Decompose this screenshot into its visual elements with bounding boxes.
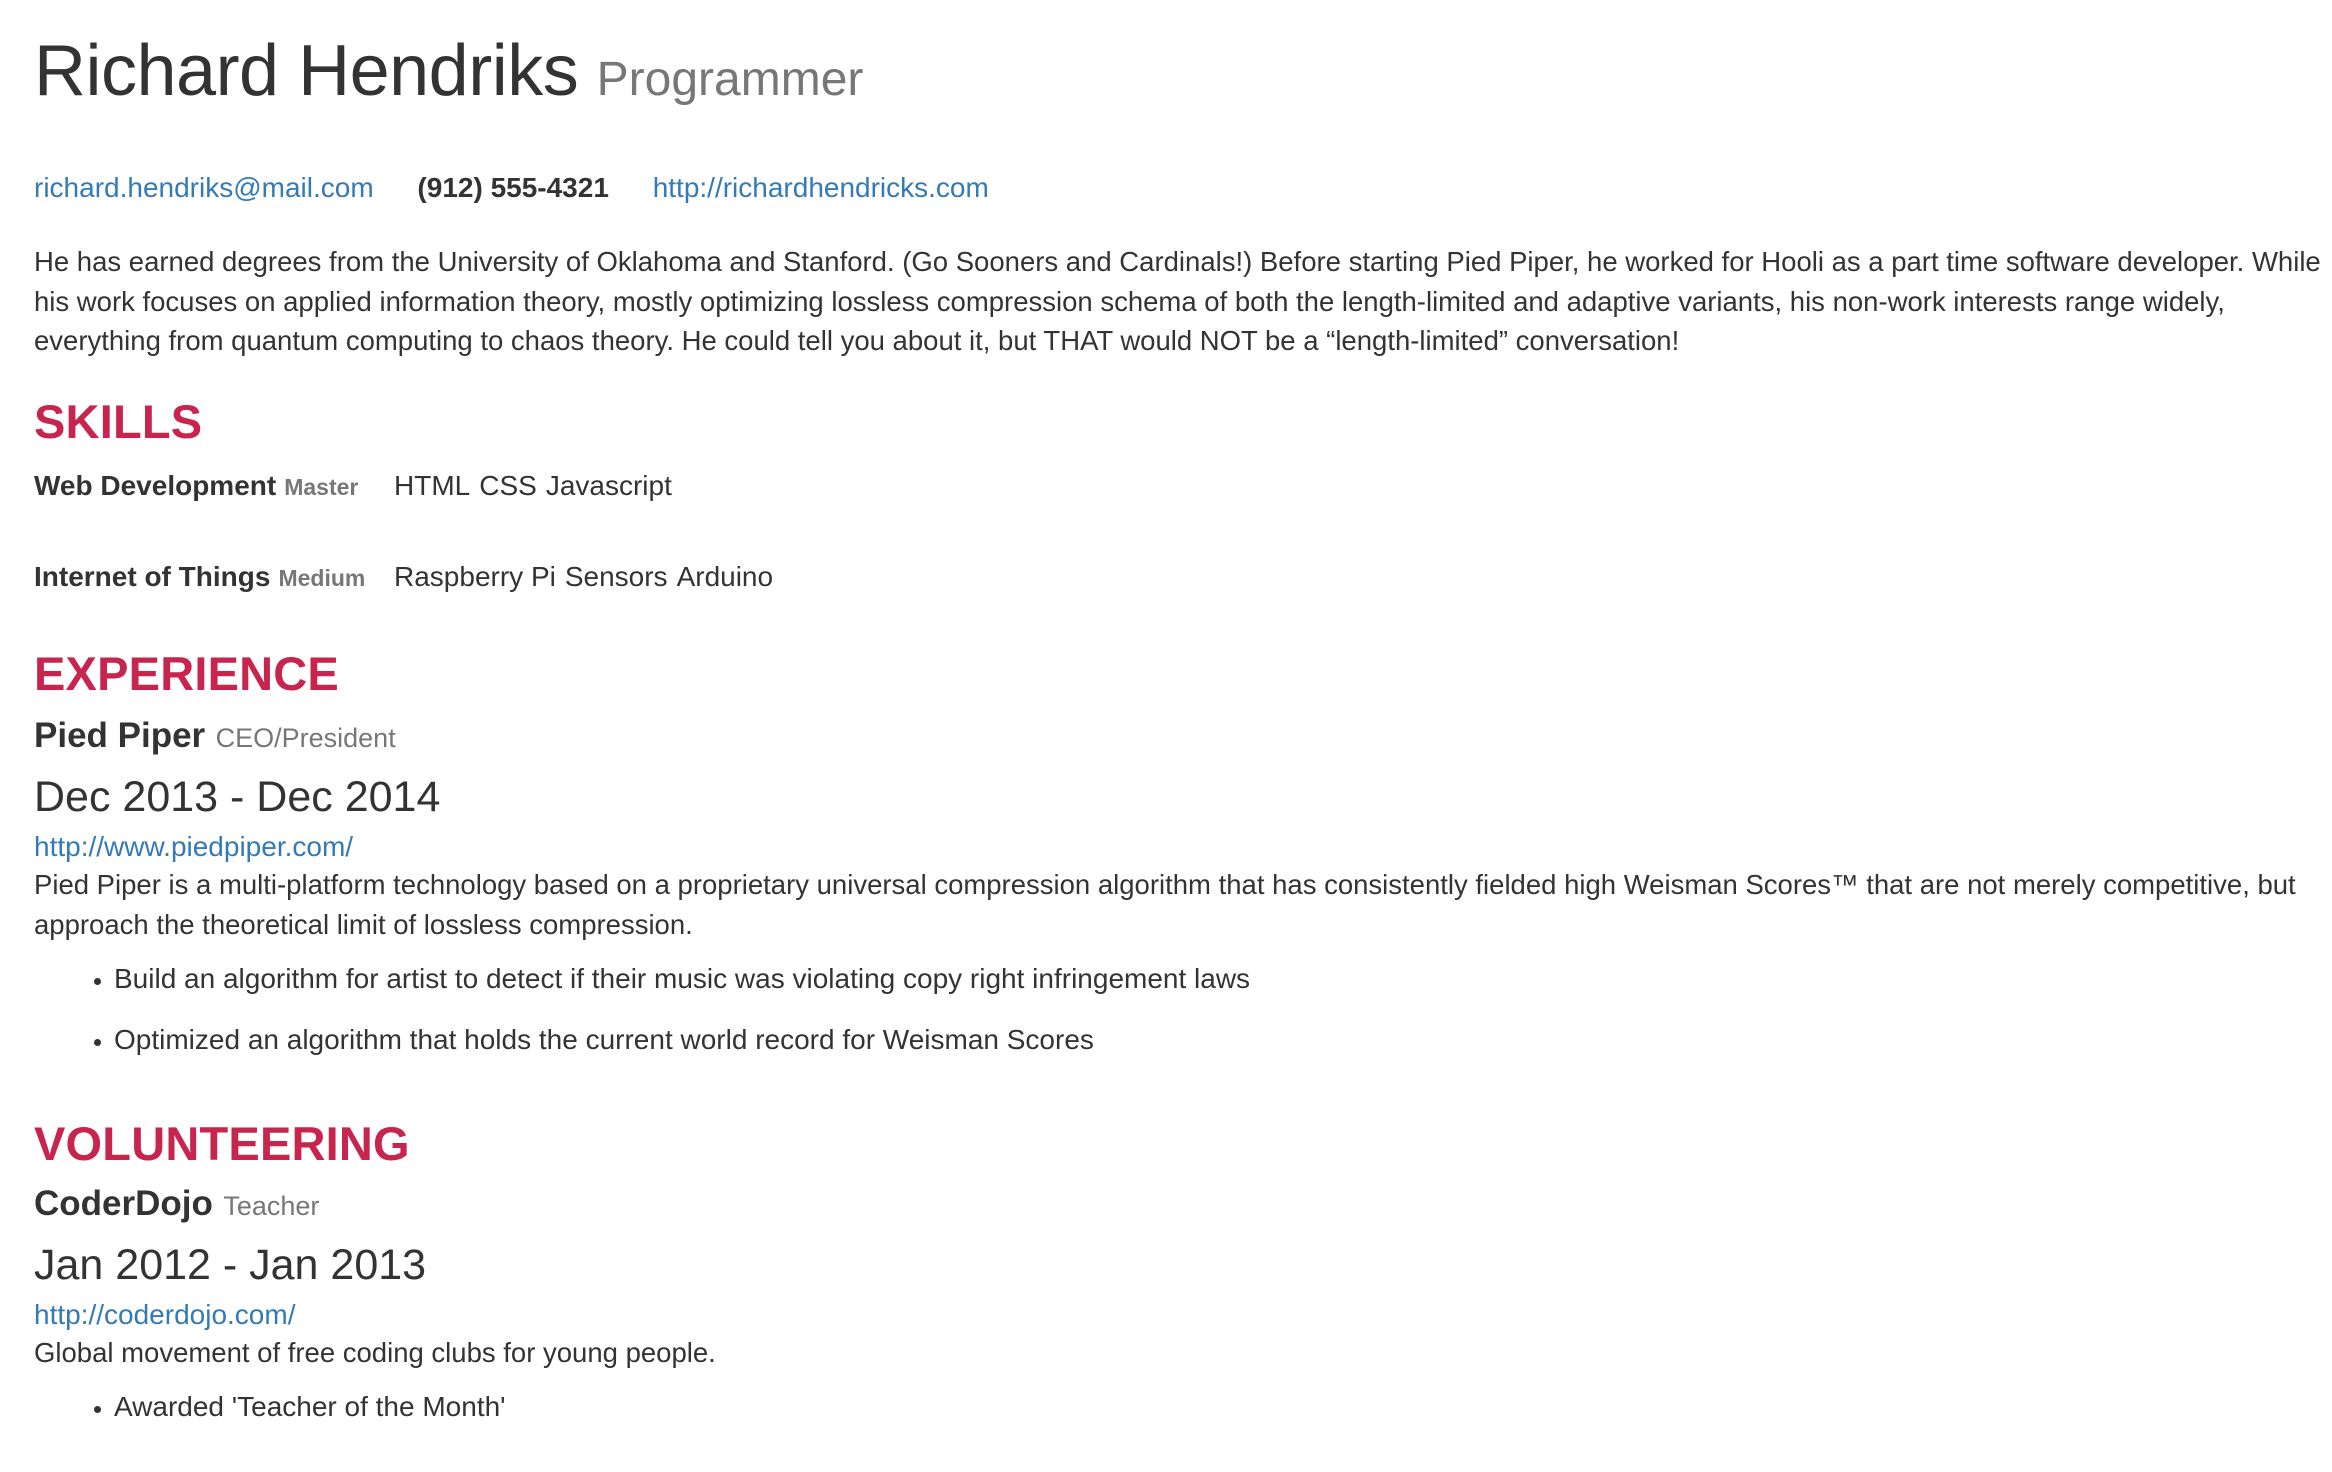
volunteer-dates: Jan 2012 - Jan 2013 [34, 1241, 427, 1289]
highlight-item: • Awarded 'Teacher of the Month' [114, 1387, 2324, 1427]
volunteering-section-title: VOLUNTEERING [34, 1117, 410, 1170]
skill-item [34, 470, 672, 502]
skill-name: Web Development [34, 470, 277, 501]
skill-keyword: HTML [394, 470, 471, 501]
skill-keywords [394, 561, 773, 593]
work-summary: Pied Piper is a multi-platform technology based on a proprietary universal compression algorithm that has consistently fielded high Weisman Scores™ that are not merely competitive, but approach the theoretical limit of lossless compression. [34, 869, 2296, 941]
volunteer-entry [34, 1184, 2324, 1448]
website-link[interactable]: http://richardhendricks.com [652, 172, 989, 203]
profile-summary: He has earned degrees from the University of Oklahoma and Stanford. (Go Sooners and Cardinals!) Before starting Pied Piper, he worked for Hooli as a part time software developer. While his work focuses on applied information theory, mostly optimizing lossless compression schema of both the length-limited and adaptive variants, his non-work interests range widely, everything from quantum computing to chaos theory. He could tell you about it, but THAT would NOT be a “length-limited” conversation! [34, 246, 2321, 356]
work-org-line [34, 716, 2324, 756]
phone-number: (912) 555-4321 [417, 172, 609, 203]
volunteer-org-line [34, 1184, 2324, 1224]
company-website-link[interactable]: http://www.piedpiper.com/ [34, 831, 354, 863]
skill-keyword: Arduino [676, 561, 774, 592]
skill-item [34, 561, 774, 593]
volunteer-highlights [34, 1387, 2324, 1427]
skill-level: Medium [278, 565, 366, 591]
resume-page [34, 0, 2324, 1423]
contact-info [34, 172, 2324, 204]
experience-section-title: EXPERIENCE [34, 647, 339, 700]
skill-keyword: Javascript [545, 470, 672, 501]
person-name: Richard Hendriks [34, 31, 579, 111]
skill-keyword: Raspberry Pi [394, 561, 556, 592]
skill-keywords [394, 470, 672, 502]
skill-keyword: CSS [479, 470, 537, 501]
organization-name: CoderDojo [34, 1184, 213, 1223]
email-link[interactable]: richard.hendriks@mail.com [34, 172, 374, 203]
skill-level: Master [284, 474, 359, 500]
volunteer-summary: Global movement of free coding clubs for young people. [34, 1337, 716, 1369]
person-label: Programmer [596, 53, 864, 106]
volunteer-position: Teacher [223, 1191, 320, 1221]
company-name: Pied Piper [34, 716, 206, 755]
skills-section-title: SKILLS [34, 395, 203, 448]
highlight-item: • Build an algorithm for artist to detect if their music was violating copy right infringement laws [114, 959, 2324, 999]
highlight-item: • Optimized an algorithm that holds the current world record for Weisman Scores [114, 1020, 2324, 1060]
work-dates: Dec 2013 - Dec 2014 [34, 773, 441, 821]
work-highlights [34, 959, 2324, 1060]
organization-website-link[interactable]: http://coderdojo.com/ [34, 1299, 296, 1331]
skill-keyword: Sensors [564, 561, 668, 592]
work-position: CEO/President [215, 723, 396, 753]
work-entry [34, 716, 2324, 1081]
resume-header [34, 30, 2324, 112]
skill-name: Internet of Things [34, 561, 271, 592]
